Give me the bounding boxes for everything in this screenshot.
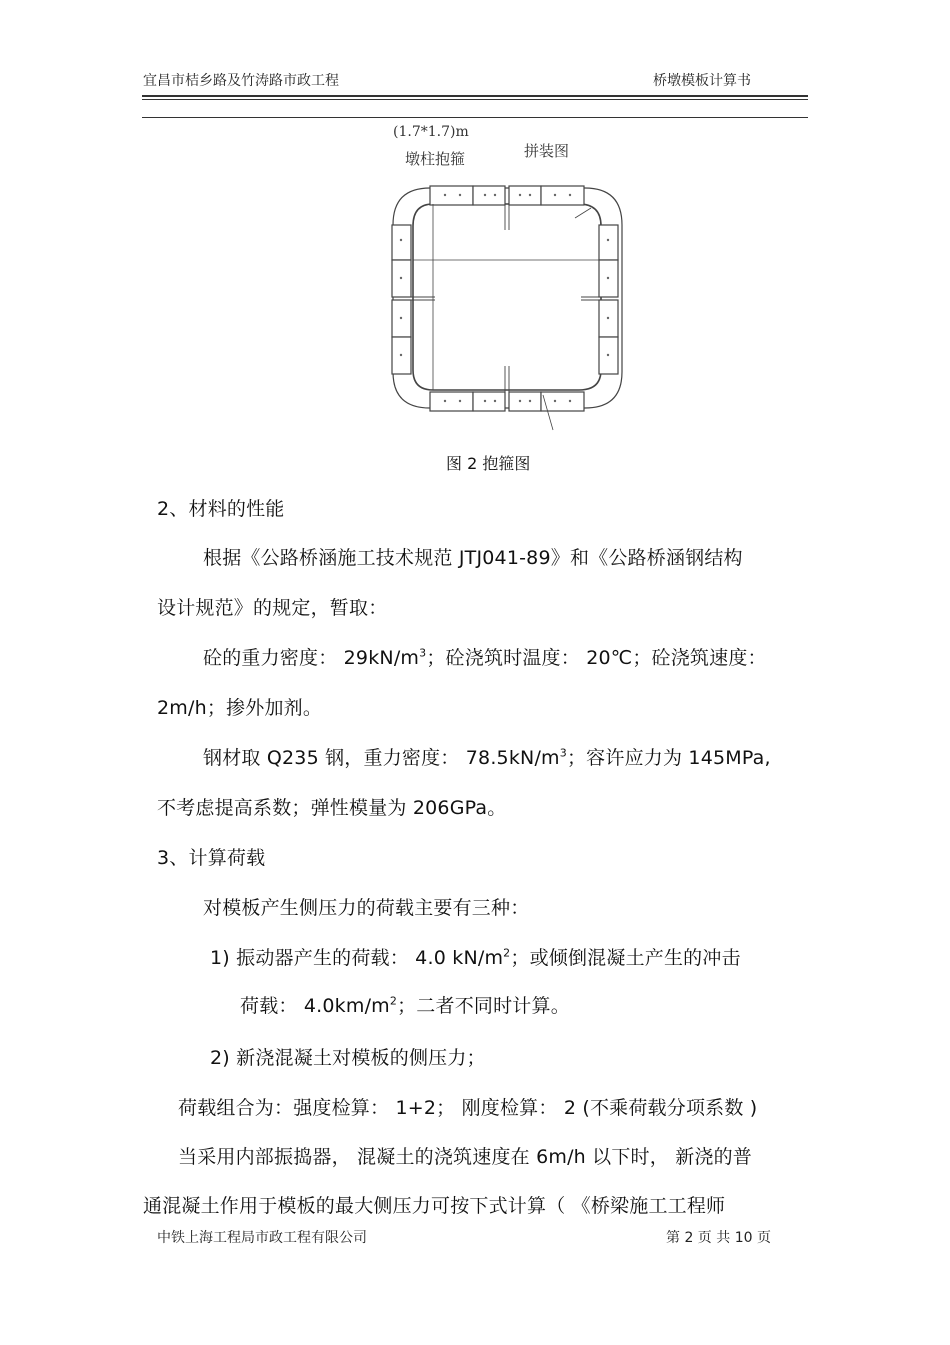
section-2-p3-line2: 不考虑提高系数；弹性模量为 206GPa。 <box>157 797 507 819</box>
load-combination: 荷载组合为：强度检算： 1+2； 刚度检算： 2 (不乘荷载分项系数 ) <box>178 1097 758 1119</box>
header-project-title: 宜昌市桔乡路及竹涛路市政工程 <box>143 73 339 89</box>
header-rule-thin <box>142 99 808 100</box>
superscript-3: 3 <box>419 646 427 660</box>
footer-page-number: 第 2 页 共 10 页 <box>666 1230 771 1246</box>
section-2-heading: 2、材料的性能 <box>157 498 285 520</box>
load-value-text: 荷载： 4.0km/m <box>240 995 390 1017</box>
allowable-stress-text: ；容许应力为 145MPa, <box>566 747 771 769</box>
load-item-1-line2 <box>240 991 570 1018</box>
not-simultaneous-text: ；二者不同时计算。 <box>397 995 570 1017</box>
header-rule-lower <box>142 117 808 118</box>
section-2-p1-line2: 设计规范》的规定，暂取： <box>157 597 388 619</box>
load-item-1-line1 <box>210 943 741 970</box>
header-rule-thick <box>142 95 808 97</box>
section-2-p2-line1 <box>203 643 767 670</box>
section-3-p-line1: 当采用内部振捣器， 混凝土的浇筑速度在 6m/h 以下时， 新浇的普 <box>178 1146 752 1168</box>
figure-assembly-label: 拼装图 <box>524 142 570 160</box>
superscript-2: 2 <box>389 994 398 1008</box>
superscript-3: 3 <box>559 746 567 760</box>
section-2-p1-line1: 根据《公路桥涵施工技术规范 JTJ041-89》和《公路桥涵钢结构 <box>203 547 743 569</box>
figure-size-label: (1.7*1.7)m <box>393 124 469 140</box>
superscript-2: 2 <box>503 946 511 960</box>
section-2-p3-line1 <box>203 743 771 770</box>
concrete-temp-speed-text: ；砼浇筑时温度： 20℃；砼浇筑速度： <box>426 647 767 669</box>
vibrator-load-text: 1) 振动器产生的荷载： 4.0 kN/m <box>210 947 504 969</box>
figure-caption: 图 2 抱箍图 <box>446 454 531 473</box>
footer-company: 中铁上海工程局市政工程有限公司 <box>157 1230 367 1246</box>
section-2-p2-line2: 2m/h；掺外加剂。 <box>157 697 323 719</box>
section-3-heading: 3、计算荷载 <box>157 847 266 869</box>
impact-load-text: ；或倾倒混凝土产生的冲击 <box>510 947 741 969</box>
concrete-density-text: 砼的重力密度： 29kN/m <box>203 647 420 669</box>
header-document-title: 桥墩模板计算书 <box>653 73 751 89</box>
hoop-drawing <box>385 180 630 440</box>
load-item-2: 2) 新浇混凝土对模板的侧压力； <box>210 1047 486 1069</box>
figure-name-label: 墩柱抱箍 <box>405 150 466 168</box>
section-3-intro: 对模板产生侧压力的荷载主要有三种： <box>203 897 530 919</box>
section-3-p-line2: 通混凝土作用于模板的最大侧压力可按下式计算（ 《桥梁施工工程师 <box>143 1195 726 1217</box>
steel-density-text: 钢材取 Q235 钢，重力密度： 78.5kN/m <box>203 747 560 769</box>
